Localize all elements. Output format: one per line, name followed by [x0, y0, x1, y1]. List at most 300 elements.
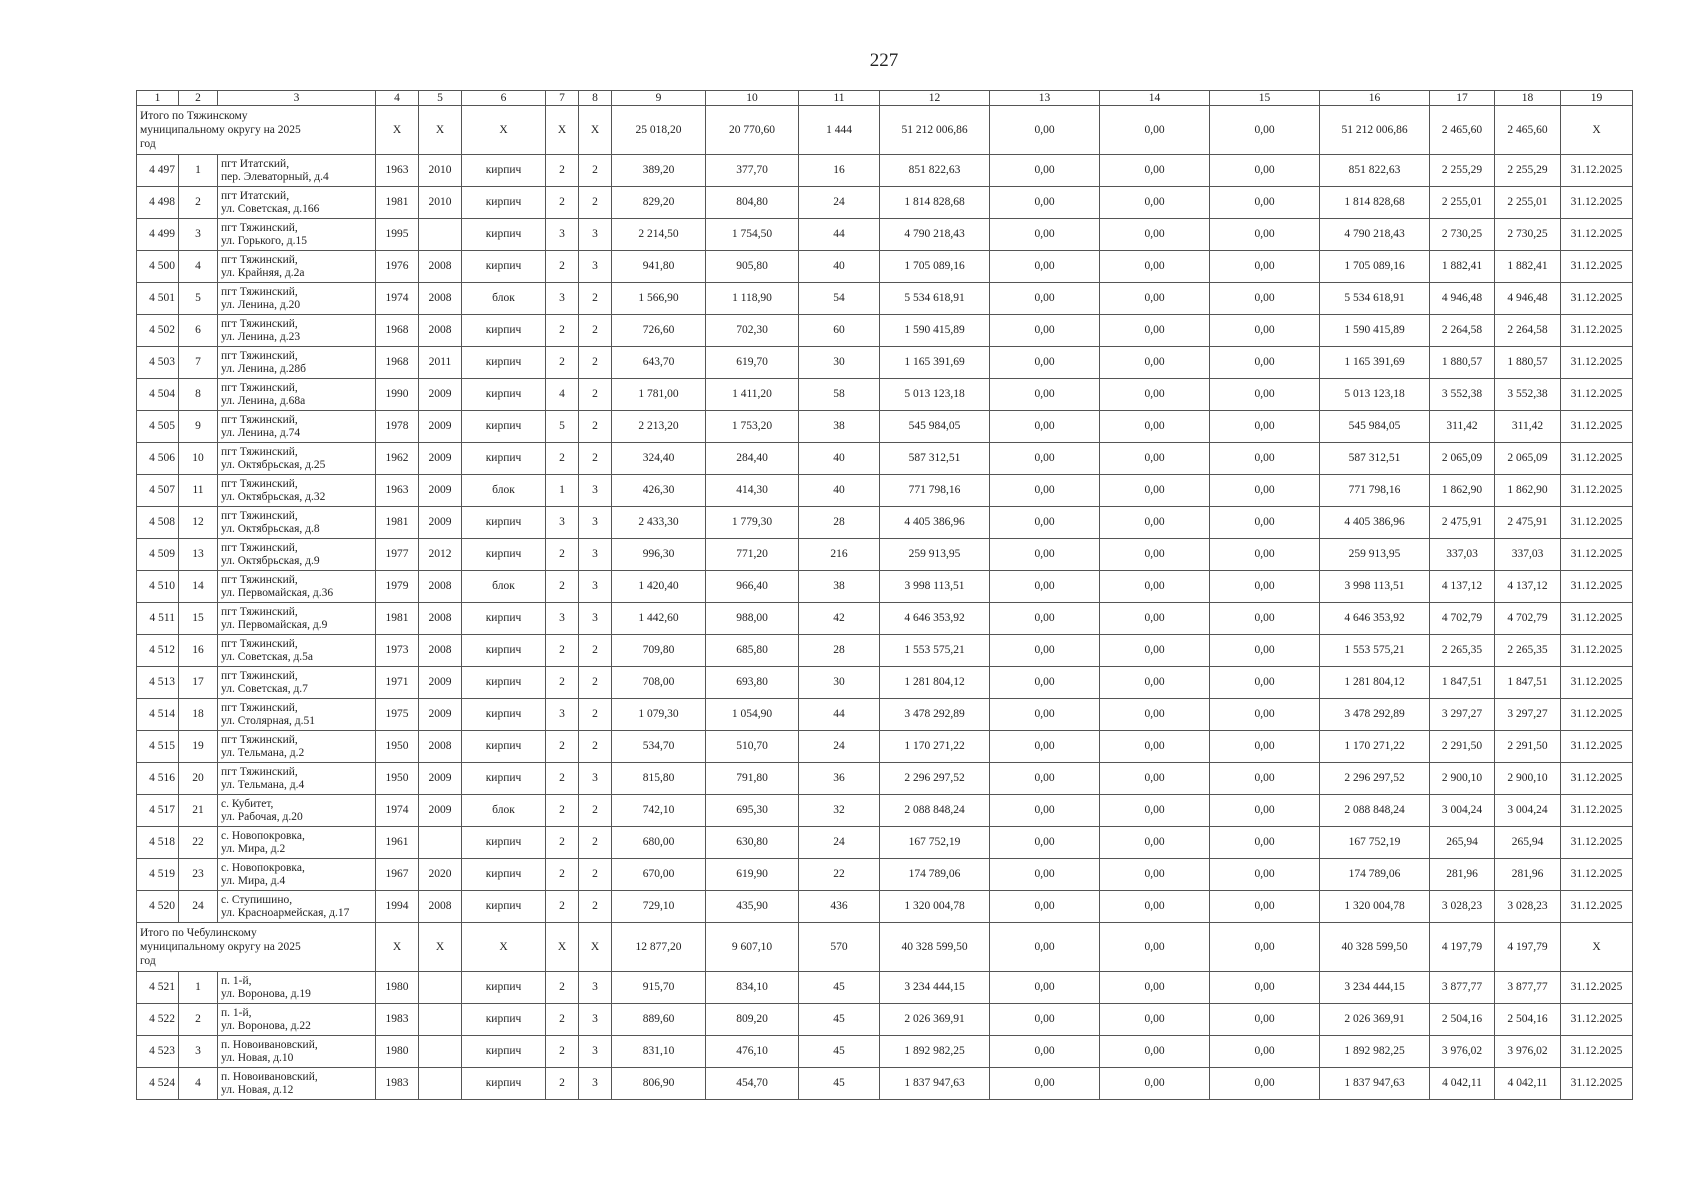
- table-cell: 771 798,16: [880, 475, 990, 507]
- address-line: ул. Воронова, д.22: [221, 1019, 311, 1032]
- table-cell: 38: [799, 571, 880, 603]
- table-cell: 0,00: [1210, 507, 1320, 539]
- table-cell: 2009: [419, 411, 462, 443]
- table-cell: 0,00: [1100, 187, 1210, 219]
- table-cell: 36: [799, 763, 880, 795]
- table-cell: 44: [799, 219, 880, 251]
- table-cell: 2 504,16: [1495, 1004, 1561, 1036]
- address-line: ул. Октябрьская, д.25: [221, 458, 326, 471]
- table-cell: 0,00: [1210, 187, 1320, 219]
- table-cell: 0,00: [990, 891, 1100, 923]
- table-cell: 31.12.2025: [1561, 1004, 1633, 1036]
- row-id: 4 515: [137, 731, 179, 763]
- table-cell: X: [546, 923, 579, 972]
- table-cell: 16: [799, 155, 880, 187]
- table-cell: 2 900,10: [1430, 763, 1495, 795]
- table-cell: 31.12.2025: [1561, 859, 1633, 891]
- table-row: [137, 283, 1633, 315]
- subtotal-row: [137, 923, 1633, 972]
- table-cell: блок: [462, 475, 546, 507]
- table-cell: 3 234 444,15: [1320, 972, 1430, 1004]
- table-row: [137, 571, 1633, 603]
- table-cell: 0,00: [990, 1036, 1100, 1068]
- table-cell: 771 798,16: [1320, 475, 1430, 507]
- table-cell: 2: [546, 1068, 579, 1100]
- table-cell: 2009: [419, 667, 462, 699]
- subtotal-label: [137, 923, 376, 972]
- table-cell: 3: [579, 603, 612, 635]
- table-cell: 2008: [419, 251, 462, 283]
- table-cell: 31.12.2025: [1561, 539, 1633, 571]
- table-cell: 3 028,23: [1495, 891, 1561, 923]
- address-line: с. Новопокровка,: [221, 829, 305, 842]
- row-number: 22: [179, 827, 218, 859]
- address-cell: [218, 443, 376, 475]
- table-cell: 31.12.2025: [1561, 795, 1633, 827]
- table-cell: 40: [799, 475, 880, 507]
- table-cell: 31.12.2025: [1561, 1036, 1633, 1068]
- address-line: пгт Тяжинский,: [221, 477, 298, 490]
- address-line: пгт Тяжинский,: [221, 285, 298, 298]
- table-cell: 2: [546, 667, 579, 699]
- table-cell: 2009: [419, 699, 462, 731]
- subtotal-label-line: муниципальному округу на 2025: [140, 941, 301, 953]
- table-cell: 2 475,91: [1495, 507, 1561, 539]
- table-cell: 1 320 004,78: [1320, 891, 1430, 923]
- address-cell: [218, 283, 376, 315]
- table-cell: 3: [546, 507, 579, 539]
- table-cell: 2 255,01: [1430, 187, 1495, 219]
- row-number: 20: [179, 763, 218, 795]
- row-id: 4 507: [137, 475, 179, 507]
- address-line: п. Новоивановский,: [221, 1070, 318, 1083]
- table-cell: 0,00: [1210, 731, 1320, 763]
- table-cell: кирпич: [462, 603, 546, 635]
- table-row: [137, 699, 1633, 731]
- table-cell: 2 465,60: [1495, 106, 1561, 155]
- table-cell: 2: [546, 763, 579, 795]
- table-cell: 31.12.2025: [1561, 411, 1633, 443]
- row-id: 4 501: [137, 283, 179, 315]
- table-cell: 1 892 982,25: [1320, 1036, 1430, 1068]
- table-cell: 2 065,09: [1430, 443, 1495, 475]
- address-line: ул. Октябрьская, д.8: [221, 522, 320, 535]
- address-line: п. 1-й,: [221, 1006, 252, 1019]
- table-cell: 0,00: [990, 603, 1100, 635]
- table-cell: X: [376, 923, 419, 972]
- table-cell: блок: [462, 795, 546, 827]
- table-cell: 0,00: [990, 763, 1100, 795]
- table-cell: 31.12.2025: [1561, 507, 1633, 539]
- table-cell: 2: [546, 795, 579, 827]
- table-cell: 45: [799, 1036, 880, 1068]
- table-cell: 941,80: [612, 251, 706, 283]
- table-cell: 284,40: [706, 443, 799, 475]
- address-line: ул. Рабочая, д.20: [221, 810, 303, 823]
- table-cell: 0,00: [1100, 667, 1210, 699]
- table-cell: 1 781,00: [612, 379, 706, 411]
- table-cell: 3 004,24: [1430, 795, 1495, 827]
- table-cell: 2 255,29: [1495, 155, 1561, 187]
- table-cell: 58: [799, 379, 880, 411]
- table-cell: 0,00: [990, 507, 1100, 539]
- table-cell: 4 042,11: [1495, 1068, 1561, 1100]
- table-cell: 3 998 113,51: [880, 571, 990, 603]
- address-cell: [218, 667, 376, 699]
- table-cell: 31.12.2025: [1561, 972, 1633, 1004]
- table-cell: 45: [799, 1004, 880, 1036]
- address-line: ул. Тельмана, д.2: [221, 746, 305, 759]
- table-cell: 988,00: [706, 603, 799, 635]
- table-cell: 2: [579, 667, 612, 699]
- row-id: 4 521: [137, 972, 179, 1004]
- table-cell: кирпич: [462, 155, 546, 187]
- table-cell: 0,00: [1210, 155, 1320, 187]
- table-cell: 619,70: [706, 347, 799, 379]
- table-cell: 587 312,51: [1320, 443, 1430, 475]
- table-cell: 804,80: [706, 187, 799, 219]
- table-cell: 4: [546, 379, 579, 411]
- table-cell: 0,00: [990, 475, 1100, 507]
- row-id: 4 511: [137, 603, 179, 635]
- table-cell: 0,00: [990, 795, 1100, 827]
- column-number: 15: [1210, 91, 1320, 106]
- table-cell: 1981: [376, 603, 419, 635]
- table-cell: 4 702,79: [1430, 603, 1495, 635]
- table-cell: 834,10: [706, 972, 799, 1004]
- address-cell: [218, 507, 376, 539]
- row-id: 4 516: [137, 763, 179, 795]
- table-cell: 1 118,90: [706, 283, 799, 315]
- table-cell: 2 264,58: [1495, 315, 1561, 347]
- row-id: 4 505: [137, 411, 179, 443]
- address-line: пгт Тяжинский,: [221, 445, 298, 458]
- row-number: 4: [179, 251, 218, 283]
- table-cell: 2: [579, 187, 612, 219]
- subtotal-label-line: Итого по Тяжинскому: [140, 110, 248, 122]
- table-cell: 3: [546, 603, 579, 635]
- row-number: 2: [179, 187, 218, 219]
- table-row: [137, 251, 1633, 283]
- table-cell: 1 847,51: [1430, 667, 1495, 699]
- table-cell: 915,70: [612, 972, 706, 1004]
- table-cell: кирпич: [462, 187, 546, 219]
- row-number: 7: [179, 347, 218, 379]
- table-cell: 2 475,91: [1430, 507, 1495, 539]
- table-cell: 0,00: [990, 106, 1100, 155]
- table-cell: 0,00: [990, 283, 1100, 315]
- table-cell: 3 297,27: [1495, 699, 1561, 731]
- table-cell: 2 296 297,52: [1320, 763, 1430, 795]
- table-row: [137, 891, 1633, 923]
- subtotal-row: [137, 106, 1633, 155]
- table-cell: 851 822,63: [1320, 155, 1430, 187]
- table-cell: 1 862,90: [1495, 475, 1561, 507]
- address-line: ул. Столярная, д.51: [221, 714, 316, 727]
- table-cell: 167 752,19: [1320, 827, 1430, 859]
- table-cell: 2 026 369,91: [1320, 1004, 1430, 1036]
- row-number: 1: [179, 972, 218, 1004]
- table-cell: 0,00: [1210, 1004, 1320, 1036]
- table-cell: 5 013 123,18: [880, 379, 990, 411]
- table-cell: 12 877,20: [612, 923, 706, 972]
- address-line: пгт Тяжинский,: [221, 701, 298, 714]
- table-cell: 0,00: [1100, 795, 1210, 827]
- table-cell: 0,00: [1210, 539, 1320, 571]
- table-cell: 695,30: [706, 795, 799, 827]
- table-cell: 1978: [376, 411, 419, 443]
- table-cell: 1 444: [799, 106, 880, 155]
- table-cell: [419, 972, 462, 1004]
- table-cell: 2 504,16: [1430, 1004, 1495, 1036]
- address-line: ул. Новая, д.12: [221, 1083, 294, 1096]
- table-cell: 31.12.2025: [1561, 187, 1633, 219]
- table-cell: 3 234 444,15: [880, 972, 990, 1004]
- table-cell: 1 837 947,63: [1320, 1068, 1430, 1100]
- table-cell: 0,00: [1210, 667, 1320, 699]
- row-id: 4 497: [137, 155, 179, 187]
- table-cell: 31.12.2025: [1561, 667, 1633, 699]
- table-cell: 3 552,38: [1495, 379, 1561, 411]
- table-cell: 1 170 271,22: [1320, 731, 1430, 763]
- table-cell: 31.12.2025: [1561, 219, 1633, 251]
- table-cell: 1983: [376, 1004, 419, 1036]
- table-cell: 2009: [419, 507, 462, 539]
- table-cell: 1 814 828,68: [1320, 187, 1430, 219]
- table-cell: 1 320 004,78: [880, 891, 990, 923]
- table-cell: 2: [546, 827, 579, 859]
- table-cell: 3: [546, 699, 579, 731]
- table-cell: 31.12.2025: [1561, 475, 1633, 507]
- table-cell: 414,30: [706, 475, 799, 507]
- address-cell: [218, 315, 376, 347]
- table-cell: 1 411,20: [706, 379, 799, 411]
- address-line: пгт Итатский,: [221, 157, 290, 170]
- row-number: 4: [179, 1068, 218, 1100]
- table-cell: 2008: [419, 891, 462, 923]
- table-cell: 4 042,11: [1430, 1068, 1495, 1100]
- table-cell: 2 265,35: [1495, 635, 1561, 667]
- table-cell: X: [419, 106, 462, 155]
- table-cell: 30: [799, 347, 880, 379]
- table-row: [137, 763, 1633, 795]
- table-cell: 829,20: [612, 187, 706, 219]
- table-cell: 2: [546, 571, 579, 603]
- table-cell: 0,00: [990, 379, 1100, 411]
- table-cell: 2009: [419, 379, 462, 411]
- address-line: ул. Горького, д.15: [221, 234, 308, 247]
- address-line: ул. Ленина, д.20: [221, 298, 301, 311]
- row-id: 4 519: [137, 859, 179, 891]
- column-number: 9: [612, 91, 706, 106]
- table-cell: 0,00: [990, 731, 1100, 763]
- table-cell: кирпич: [462, 539, 546, 571]
- address-cell: [218, 891, 376, 923]
- table-cell: 2 296 297,52: [880, 763, 990, 795]
- table-cell: 4 646 353,92: [880, 603, 990, 635]
- table-cell: 3 552,38: [1430, 379, 1495, 411]
- table-cell: 2: [579, 379, 612, 411]
- address-line: с. Ступишино,: [221, 893, 293, 906]
- table-cell: 0,00: [990, 187, 1100, 219]
- table-cell: 2: [579, 827, 612, 859]
- table-cell: кирпич: [462, 891, 546, 923]
- row-id: 4 509: [137, 539, 179, 571]
- row-number: 19: [179, 731, 218, 763]
- table-cell: 174 789,06: [1320, 859, 1430, 891]
- table-cell: 0,00: [1100, 411, 1210, 443]
- table-cell: 630,80: [706, 827, 799, 859]
- table-cell: X: [462, 106, 546, 155]
- table-cell: 28: [799, 635, 880, 667]
- table-cell: 1 892 982,25: [880, 1036, 990, 1068]
- table-cell: 3 028,23: [1430, 891, 1495, 923]
- table-cell: 3: [579, 539, 612, 571]
- table-cell: 3: [579, 251, 612, 283]
- table-cell: 0,00: [990, 539, 1100, 571]
- table-cell: 40 328 599,50: [880, 923, 990, 972]
- table-cell: 3: [579, 1004, 612, 1036]
- table-cell: 426,30: [612, 475, 706, 507]
- table-cell: 174 789,06: [880, 859, 990, 891]
- table-cell: 1 753,20: [706, 411, 799, 443]
- table-cell: 4 790 218,43: [880, 219, 990, 251]
- table-cell: 3 478 292,89: [880, 699, 990, 731]
- table-cell: 1 281 804,12: [880, 667, 990, 699]
- table-row: [137, 315, 1633, 347]
- table-cell: 2: [579, 347, 612, 379]
- table-cell: 1963: [376, 155, 419, 187]
- table-cell: 1950: [376, 763, 419, 795]
- table-cell: 38: [799, 411, 880, 443]
- table-row: [137, 972, 1633, 1004]
- table-cell: 702,30: [706, 315, 799, 347]
- table-cell: 1 170 271,22: [880, 731, 990, 763]
- table-cell: 3: [579, 219, 612, 251]
- table-cell: 0,00: [1100, 635, 1210, 667]
- table-cell: 454,70: [706, 1068, 799, 1100]
- table-cell: 680,00: [612, 827, 706, 859]
- row-number: 10: [179, 443, 218, 475]
- table-cell: 2: [546, 443, 579, 475]
- address-line: пгт Тяжинский,: [221, 605, 298, 618]
- table-cell: 1 165 391,69: [1320, 347, 1430, 379]
- table-cell: 1 779,30: [706, 507, 799, 539]
- address-cell: [218, 731, 376, 763]
- table-cell: 0,00: [1100, 283, 1210, 315]
- table-cell: 0,00: [1100, 315, 1210, 347]
- table-cell: 31.12.2025: [1561, 251, 1633, 283]
- table-cell: 54: [799, 283, 880, 315]
- column-number: 6: [462, 91, 546, 106]
- address-line: пгт Тяжинский,: [221, 221, 298, 234]
- address-cell: [218, 603, 376, 635]
- table-cell: 3: [579, 507, 612, 539]
- table-cell: 31.12.2025: [1561, 827, 1633, 859]
- row-id: 4 506: [137, 443, 179, 475]
- address-line: ул. Ленина, д.28б: [221, 362, 306, 375]
- table-cell: кирпич: [462, 1068, 546, 1100]
- address-line: пгт Тяжинский,: [221, 317, 298, 330]
- table-cell: 545 984,05: [880, 411, 990, 443]
- table-cell: 281,96: [1495, 859, 1561, 891]
- table-cell: 1 814 828,68: [880, 187, 990, 219]
- address-line: пгт Тяжинский,: [221, 637, 298, 650]
- table-cell: [419, 1068, 462, 1100]
- table-cell: 2009: [419, 443, 462, 475]
- table-cell: 2 730,25: [1495, 219, 1561, 251]
- table-cell: 1963: [376, 475, 419, 507]
- table-body: [137, 91, 1633, 1100]
- table-cell: 0,00: [1210, 475, 1320, 507]
- address-line: пгт Тяжинский,: [221, 509, 298, 522]
- table-cell: 693,80: [706, 667, 799, 699]
- table-cell: 31.12.2025: [1561, 155, 1633, 187]
- table-cell: кирпич: [462, 972, 546, 1004]
- table-cell: 0,00: [990, 923, 1100, 972]
- address-cell: [218, 539, 376, 571]
- address-cell: [218, 187, 376, 219]
- table-cell: 2020: [419, 859, 462, 891]
- table-cell: 0,00: [990, 972, 1100, 1004]
- table-cell: 545 984,05: [1320, 411, 1430, 443]
- table-cell: 42: [799, 603, 880, 635]
- table-cell: 2: [579, 859, 612, 891]
- table-cell: 0,00: [1100, 923, 1210, 972]
- address-line: ул. Советская, д.166: [221, 202, 320, 215]
- housing-register-table: [136, 90, 1633, 1100]
- table-cell: 510,70: [706, 731, 799, 763]
- table-cell: 0,00: [1210, 859, 1320, 891]
- table-cell: 31.12.2025: [1561, 379, 1633, 411]
- table-cell: 1980: [376, 972, 419, 1004]
- table-cell: 1 566,90: [612, 283, 706, 315]
- table-cell: 1 553 575,21: [1320, 635, 1430, 667]
- table-row: [137, 411, 1633, 443]
- table-row: [137, 1004, 1633, 1036]
- table-cell: 24: [799, 827, 880, 859]
- table-cell: 3 297,27: [1430, 699, 1495, 731]
- address-cell: [218, 379, 376, 411]
- page-number: 227: [869, 50, 899, 71]
- address-line: ул. Крайняя, д.2а: [221, 266, 305, 279]
- address-cell: [218, 571, 376, 603]
- table-cell: 708,00: [612, 667, 706, 699]
- table-cell: 265,94: [1495, 827, 1561, 859]
- table-cell: кирпич: [462, 379, 546, 411]
- address-line: пгт Тяжинский,: [221, 573, 298, 586]
- table-cell: 2 065,09: [1495, 443, 1561, 475]
- table-cell: 0,00: [1100, 507, 1210, 539]
- table-cell: 0,00: [1210, 347, 1320, 379]
- table-cell: 0,00: [1210, 795, 1320, 827]
- table-cell: 1 705 089,16: [880, 251, 990, 283]
- table-cell: 2: [546, 635, 579, 667]
- table-cell: 377,70: [706, 155, 799, 187]
- address-cell: [218, 155, 376, 187]
- address-line: ул. Воронова, д.19: [221, 987, 311, 1000]
- table-cell: 31.12.2025: [1561, 315, 1633, 347]
- column-number: 17: [1430, 91, 1495, 106]
- table-cell: 0,00: [1100, 1004, 1210, 1036]
- row-number: 17: [179, 667, 218, 699]
- table-cell: 2: [546, 251, 579, 283]
- table-cell: 771,20: [706, 539, 799, 571]
- table-cell: 1967: [376, 859, 419, 891]
- table-cell: 2008: [419, 283, 462, 315]
- table-cell: X: [546, 106, 579, 155]
- table-cell: 1981: [376, 507, 419, 539]
